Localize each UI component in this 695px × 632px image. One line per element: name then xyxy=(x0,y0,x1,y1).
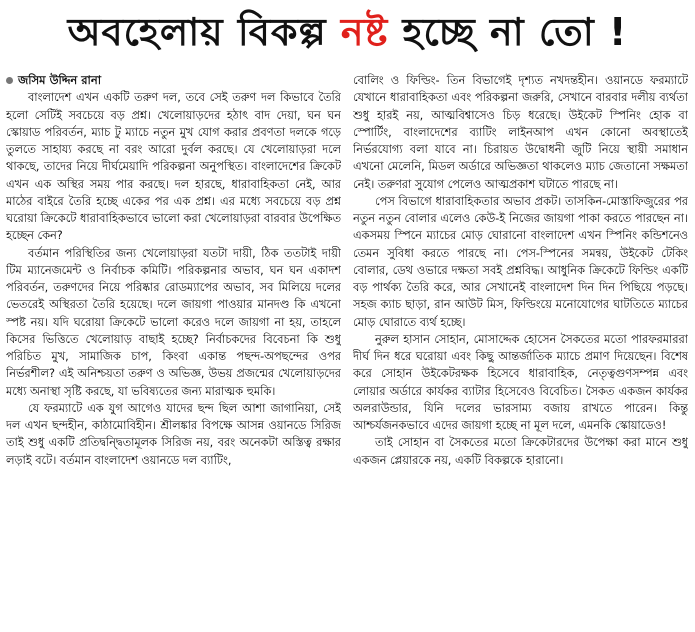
author-name: জসিম উদ্দিন রানা xyxy=(18,73,102,87)
paragraph: পেস বিভাগে ধারাবাহিকতার অভাব প্রকট। তাসকিন-মোস্তাফিজুরের পর নতুন নতুন বোলার এলেও কেউ-ই নিজের জায়গা পাকা করতে পারছেন না। একসময় স্পিনে ম্যাচের মোড় ঘোরানো বাংলাদেশ এখন স্পিনিং কন্ডিশনেও তেমন সুবিধা করতে পারছে না। পেস-স্পিনের সমন্বয়, উইকেট টেকিং বোলার, ডেথ ওভারে দক্ষতা সবই প্রশ্নবিদ্ধ। আধুনিক ক্রিকেটে ফিল্ডিং একটি বড় পার্থক্য তৈরি করে, আর সেখানেই বাংলাদেশ দিন দিন পিছিয়ে পড়ছে। সহজ ক্যাচ ছাড়া, রান আউট মিস, ফিল্ডিংয়ে মনোযোগের ঘাটতিতে ম্যাচের মোড় ঘোরাতে ব্যর্থ হচ্ছে। xyxy=(353,194,688,329)
paragraph: বোলিং ও ফিল্ডিং- তিন বিভাগেই দৃশ্যত নখদন্তহীন। ওয়ানডে ফরম্যাটে যেখানে ধারাবাহিকতা এবং পরিকল্পনা জরুরি, সেখানে বারবার দলীয় ব্যর্থতা শুধু হারই নয়, আত্মবিশ্বাসেও চিড় ধরেছে। উইকেট স্পিনিং হোক বা স্পোর্টিং, বাংলাদেশের ব্যাটিং লাইনআপ এখন কোনো অবস্থাতেই নির্ভরযোগ্য বলা যাবে না। চিরায়ত উদ্বোধনী জুটি নিয়ে স্থায়ী সমাধান এখনো মেলেনি, মিডল অর্ডারে অভিজ্ঞতা থাকলেও ম্যাচ জেতানো সক্ষমতা নেই। তরুণরা সুযোগ পেলেও আত্মপ্রকাশ ঘটাতে পারছে না। xyxy=(353,74,688,191)
paragraph: যে ফরম্যাটে এক যুগ আগেও যাদের ছন্দ ছিল আশা জাগানিয়া, সেই দল এখন ছন্দহীন, কাঠামোবিহীন। শ্রীলঙ্কার বিপক্ষে আসন্ন ওয়ানডে সিরিজ তাই শুধু একটি প্রতিদ্বন্দ্বিতামূলক সিরিজ নয়, বরং অনেকটা অস্তিত্ব রক্ষার লড়াই বটে। বর্তমান বাংলাদেশ ওয়ানডে দল ব্যাটিং, xyxy=(6,401,341,467)
byline xyxy=(6,72,341,89)
headline-accent-word: নষ্ট xyxy=(340,10,389,54)
paragraph: নুরুল হাসান সোহান, মোসাদ্দেক হোসেন সৈকতের মতো পারফরমাররা দীর্ঘ দিন ধরে ঘরোয়া এবং কিছু আন্তর্জাতিক ম্যাচে প্রমাণ দিয়েছেন। বিশেষ করে সোহান উইকেটরক্ষক হিসেবে ধারাবাহিক, নেতৃত্বগুণসম্পন্ন এবং লোয়ার অর্ডারে কার্যকর ব্যাটার হিসেবেও বিবেচিত। সৈকত একজন কার্যকর অলরাউন্ডার, যিনি দলের ভারসাম্য বজায় রাখতে পারেন। কিন্তু আশ্চর্যজনকভাবে এদের জায়গা হচ্ছে না মূল দলে, এমনকি স্কোয়াডেও! xyxy=(353,332,688,432)
article-column-left xyxy=(6,72,341,628)
paragraph: তাই সোহান বা সৈকতের মতো ক্রিকেটারদের উপেক্ষা করা মানে শুধু একজন প্লেয়ারকে নয়, একটি বিকল্পকে হারানো। xyxy=(353,436,688,467)
article-body xyxy=(6,72,689,628)
headline-part-3: হচ্ছে না তো ! xyxy=(402,10,628,54)
bullet-icon xyxy=(6,77,13,84)
paragraph: বাংলাদেশ এখন একটি তরুণ দল, তবে সেই তরুণ দল কিভাবে তৈরি হলো সেটিই সবচেয়ে বড় প্রশ্ন। খেলোয়াড়দের হঠাৎ বাদ দেয়া, ঘন ঘন স্কোয়াড পরিবর্তন, ম্যাচ টু ম্যাচে নতুন মুখ যোগ করার প্রবণতা দলকে গড়ে তুলতে সাহায্য করছে না বরং আরো দুর্বল করছে। যে খেলোয়াড়রা দলে থাকছে, তাদের নিয়ে দীর্ঘমেয়াদি পরিকল্পনা অনুপস্থিত। বাংলাদেশের ক্রিকেট এখন এক অস্থির সময় পার করছে। দল হারছে, ধারাবাহিকতা নেই, আর মাঠের বাইরে তৈরি হচ্ছে একের পর এক প্রশ্ন। এর মধ্যে সবচেয়ে বড় প্রশ্ন ঘরোয়া ক্রিকেটে ধারাবাহিকভাবে ভালো করা খেলোয়াড়রা বারবার উপেক্ষিত হচ্ছেন কেন? xyxy=(6,91,341,243)
paragraph: বর্তমান পরিস্থিতির জন্য খেলোয়াড়রা যতটা দায়ী, ঠিক ততটাই দায়ী টিম ম্যানেজমেন্ট ও নির্বাচক কমিটি। পরিকল্পনার অভাব, ঘন ঘন একাদশ পরিবর্তন, তরুণদের নিয়ে পরিষ্কার রোডম্যাপের অভাব, সব মিলিয়ে দলের ভেতরেই অস্থিরতা তৈরি হয়েছে। দলে জায়গা পাওয়ার মানদণ্ড কি এখনো স্পষ্ট নয়। যদি ঘরোয়া ক্রিকেটে ভালো করেও দলে জায়গা না হয়, তাহলে কিসের ভিত্তিতে খেলোয়াড় বাছাই হচ্ছে? নির্বাচকদের বিবেচনা কি শুধু পরিচিত মুখ, সামাজিক চাপ, কিংবা একান্ত পছন্দ-অপছন্দের ওপর নির্ভরশীল? এই অনিশ্চয়তা তরুণ ও অভিজ্ঞ, উভয় প্রজন্মের খেলোয়াড়দের মধ্যে অনাস্থা সৃষ্টি করছে, যা ভবিষ্যতের জন্য মারাত্মক হুমকি। xyxy=(6,246,341,398)
article-column-right xyxy=(353,72,688,628)
headline xyxy=(0,0,695,64)
headline-part-1: অবহেলায় বিকল্প xyxy=(67,10,327,54)
